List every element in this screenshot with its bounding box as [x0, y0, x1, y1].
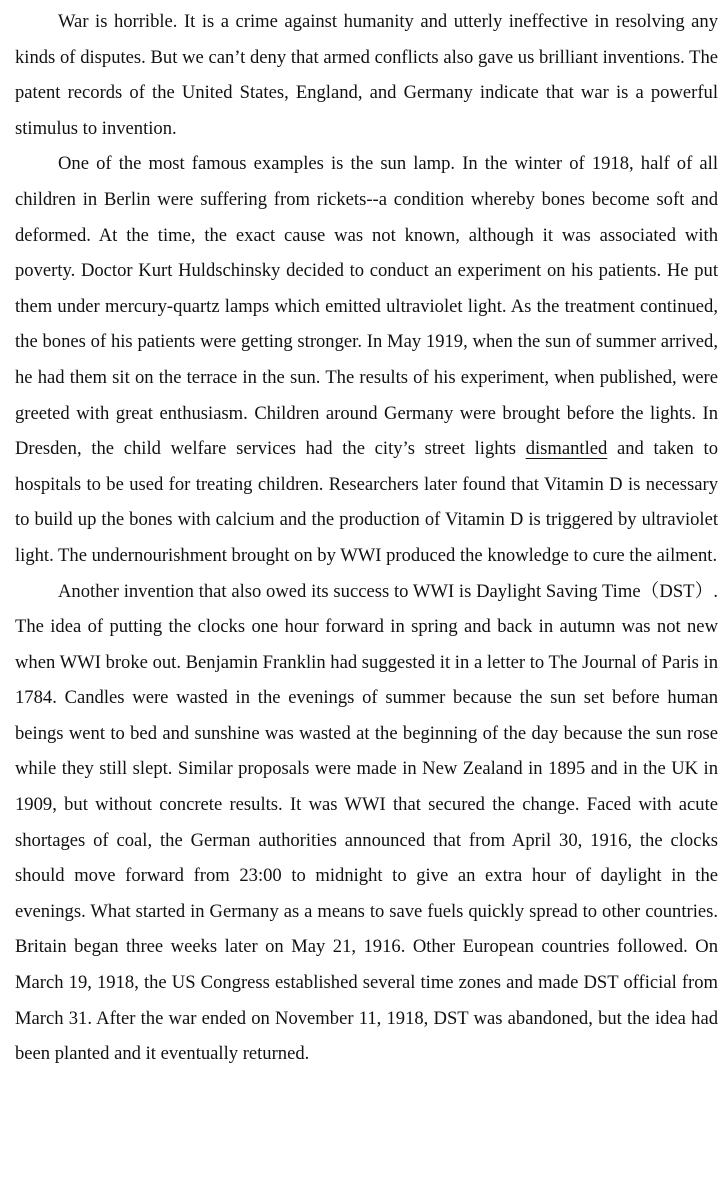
- paragraph-sun-lamp: [15, 146, 718, 573]
- paragraph-war-inventions: War is horrible. It is a crime against humanity and utterly ineffective in resolving any kinds of disputes. But we can’t deny that armed conflicts also gave us brilliant inventions. The patent records of the United States, England, and Germany indicate that war is a powerful stimulus to invention.: [15, 11, 718, 139]
- paragraph-daylight-saving-time: Another invention that also owed its success to WWI is Daylight Saving Time（DST）. The idea of putting the clocks one hour forward in spring and back in autumn was not new when WWI broke out. Benjamin Franklin had suggested it in a letter to The Journal of Paris in 1784. Candles were wasted in the evenings of summer because the sun set before human beings went to bed and sunshine was wasted at the beginning of the day because the sun rose while they still slept. Similar proposals were made in New Zealand in 1895 and in the UK in 1909, but without concrete results. It was WWI that secured the change. Faced with acute shortages of coal, the German authorities announced that from April 30, 1916, the clocks should move forward from 23:00 to midnight to give an extra hour of daylight in the evenings. What started in Germany as a means to save fuels quickly spread to other countries. Britain began three weeks later on May 21, 1916. Other European countries followed. On March 19, 1918, the US Congress established several time zones and made DST official from March 31. After the war ended on November 11, 1918, DST was abandoned, but the idea had been planted and it eventually returned.: [15, 580, 718, 1065]
- paragraph-sun-lamp-text-start: One of the most famous examples is the sun lamp. In the winter of 1918, half of all children in Berlin were suffering from rickets--a condition whereby bones become soft and deformed. At the time, the exact cause was not known, although it was associated with poverty. Doctor Kurt Huldschinsky decided to conduct an experiment on his patients. He put them under mercury-quartz lamps which emitted ultraviolet light. As the treatment continued, the bones of his patients were getting stronger. In May 1919, when the sun of summer arrived, he had them sit on the terrace in the sun. The results of his experiment, when published, were greeted with great enthusiasm. Children around Germany were brought before the lights. In Dresden, the child welfare services had the city’s street lights: [15, 153, 718, 460]
- paragraph-sun-lamp-text-end: and taken to hospitals to be used for treating children. Researchers later found that Vitamin D is necessary to build up the bones with calcium and the production of Vitamin D is triggered by ultraviolet light. The undernourishment brought on by WWI produced the knowledge to cure the ailment.: [15, 438, 718, 566]
- underlined-word-dismantled: dismantled: [525, 438, 608, 460]
